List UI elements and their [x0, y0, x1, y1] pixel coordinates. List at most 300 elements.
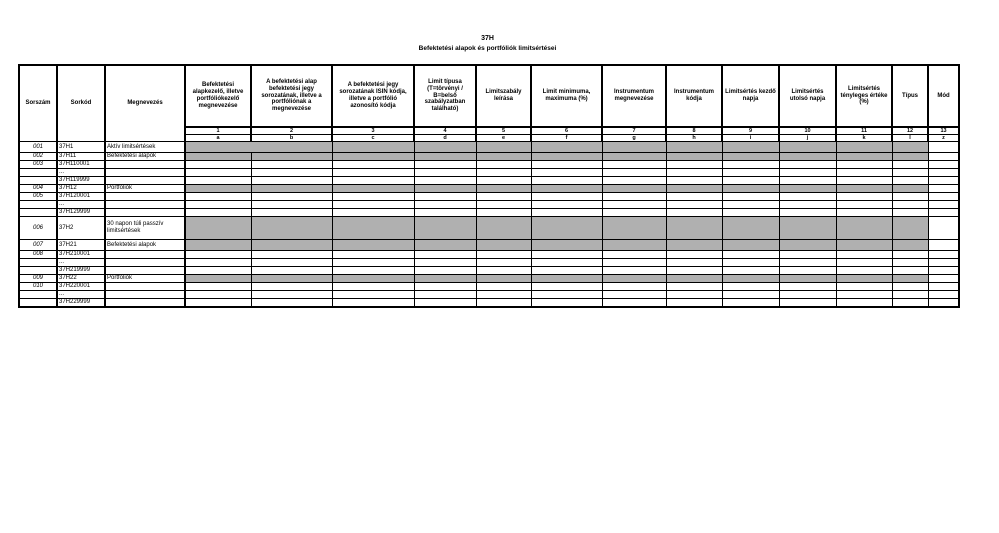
data-cell[interactable]: [928, 217, 959, 240]
data-cell[interactable]: [476, 177, 531, 185]
data-cell[interactable]: [928, 259, 959, 267]
data-cell: [476, 240, 531, 251]
data-cell[interactable]: [414, 259, 476, 267]
data-cell: [332, 240, 414, 251]
data-cell[interactable]: [892, 251, 928, 259]
table-row: [19, 177, 959, 185]
data-cell[interactable]: [414, 193, 476, 201]
data-cell[interactable]: [602, 193, 666, 201]
data-cell[interactable]: [602, 267, 666, 275]
data-cell[interactable]: [251, 259, 332, 267]
column-letter: j: [779, 135, 836, 142]
column-letter: h: [666, 135, 722, 142]
data-cell[interactable]: [836, 251, 892, 259]
data-cell[interactable]: [722, 283, 779, 291]
data-cell[interactable]: [476, 251, 531, 259]
data-cell[interactable]: [892, 201, 928, 209]
data-cell: [666, 153, 722, 161]
data-cell[interactable]: [251, 193, 332, 201]
data-cell: [185, 275, 251, 283]
data-cell[interactable]: [414, 201, 476, 209]
row-name: [105, 161, 185, 169]
data-cell[interactable]: [928, 185, 959, 193]
column-header: A befektetési alap befektetési jegy sorozatának, illetve a portfóliónak a megnevezése: [251, 65, 332, 127]
data-cell: [185, 142, 332, 153]
data-cell[interactable]: [928, 291, 959, 299]
row-number: [19, 209, 57, 217]
data-cell[interactable]: [414, 169, 476, 177]
data-cell[interactable]: [414, 299, 476, 308]
data-cell: [414, 185, 476, 193]
data-cell[interactable]: [892, 169, 928, 177]
column-letter: l: [892, 135, 928, 142]
data-cell[interactable]: [928, 240, 959, 251]
column-number: 13: [928, 127, 959, 135]
data-cell[interactable]: [332, 161, 414, 169]
data-cell[interactable]: [779, 161, 836, 169]
data-cell[interactable]: [779, 169, 836, 177]
row-name: 30 napon túli passzív limitsértések: [105, 217, 185, 240]
data-cell[interactable]: [722, 291, 779, 299]
column-header: Megnevezés: [105, 65, 185, 142]
data-cell: [666, 240, 722, 251]
column-letter: k: [836, 135, 892, 142]
data-cell[interactable]: [185, 193, 251, 201]
row-number: 004: [19, 185, 57, 193]
data-cell: [666, 217, 722, 240]
row-code: ...: [57, 259, 105, 267]
data-cell[interactable]: [722, 201, 779, 209]
row-code: 37H129999: [57, 209, 105, 217]
data-cell: [779, 240, 836, 251]
report-code: 37H: [481, 35, 494, 42]
limit-violations-table: [18, 64, 960, 308]
data-cell: [836, 153, 892, 161]
data-cell[interactable]: [779, 201, 836, 209]
data-cell[interactable]: [666, 267, 722, 275]
data-cell: [476, 142, 531, 153]
row-name: [105, 169, 185, 177]
row-name: Befektetési alapok: [105, 153, 185, 161]
data-cell[interactable]: [666, 259, 722, 267]
data-cell[interactable]: [531, 267, 602, 275]
row-code: 37H219999: [57, 267, 105, 275]
data-cell[interactable]: [722, 267, 779, 275]
column-number: 12: [892, 127, 928, 135]
data-cell[interactable]: [531, 259, 602, 267]
data-cell: [892, 142, 928, 153]
data-cell[interactable]: [251, 267, 332, 275]
data-cell[interactable]: [185, 209, 251, 217]
table-row: [19, 185, 959, 193]
data-cell[interactable]: [779, 291, 836, 299]
data-cell[interactable]: [602, 201, 666, 209]
data-cell[interactable]: [185, 177, 251, 185]
row-code: 37H12: [57, 185, 105, 193]
column-header: Instrumentum megnevezése: [602, 65, 666, 127]
data-cell[interactable]: [531, 251, 602, 259]
data-cell[interactable]: [928, 193, 959, 201]
data-cell: [722, 240, 779, 251]
column-letter: a: [185, 135, 251, 142]
data-cell[interactable]: [836, 299, 892, 308]
column-number: 6: [531, 127, 602, 135]
column-letter: e: [476, 135, 531, 142]
row-number: [19, 201, 57, 209]
column-header: A befektetési jegy sorozatának ISIN kódja, illetve a portfólió azonosító kódja: [332, 65, 414, 127]
data-cell[interactable]: [892, 193, 928, 201]
row-code: 37H210001: [57, 251, 105, 259]
data-cell[interactable]: [722, 193, 779, 201]
data-cell: [602, 217, 666, 240]
table-row: [19, 267, 959, 275]
data-cell[interactable]: [476, 267, 531, 275]
data-cell[interactable]: [602, 299, 666, 308]
data-cell[interactable]: [836, 193, 892, 201]
data-cell[interactable]: [531, 161, 602, 169]
data-cell: [531, 142, 602, 153]
data-cell[interactable]: [332, 283, 414, 291]
data-cell: [836, 275, 892, 283]
data-cell[interactable]: [332, 193, 414, 201]
data-cell[interactable]: [928, 275, 959, 283]
row-number: 008: [19, 251, 57, 259]
data-cell[interactable]: [722, 251, 779, 259]
table-row: [19, 209, 959, 217]
data-cell: [251, 275, 332, 283]
data-cell[interactable]: [602, 161, 666, 169]
row-name: Portfóliók: [105, 275, 185, 283]
table-row: [19, 153, 959, 161]
data-cell: [779, 275, 836, 283]
table-row: [19, 291, 959, 299]
row-code: 37H220001: [57, 283, 105, 291]
row-number: [19, 177, 57, 185]
data-cell: [892, 275, 928, 283]
data-cell[interactable]: [332, 209, 414, 217]
row-number: [19, 169, 57, 177]
row-code: 37H110001: [57, 161, 105, 169]
data-cell: [414, 153, 476, 161]
data-cell[interactable]: [414, 267, 476, 275]
data-cell[interactable]: [414, 283, 476, 291]
row-code: ...: [57, 201, 105, 209]
row-name: [105, 267, 185, 275]
data-cell: [892, 217, 928, 240]
data-cell[interactable]: [185, 161, 251, 169]
row-number: 009: [19, 275, 57, 283]
data-cell[interactable]: [531, 209, 602, 217]
data-cell[interactable]: [666, 201, 722, 209]
row-code: 37H1: [57, 142, 105, 153]
data-cell: [531, 275, 602, 283]
data-cell[interactable]: [602, 251, 666, 259]
data-cell[interactable]: [414, 161, 476, 169]
data-cell[interactable]: [779, 251, 836, 259]
data-cell[interactable]: [836, 259, 892, 267]
data-cell[interactable]: [836, 169, 892, 177]
data-cell[interactable]: [185, 259, 251, 267]
row-code: ...: [57, 169, 105, 177]
data-cell[interactable]: [251, 209, 332, 217]
data-cell[interactable]: [722, 177, 779, 185]
data-cell[interactable]: [185, 267, 251, 275]
data-cell[interactable]: [779, 177, 836, 185]
data-cell: [414, 142, 476, 153]
data-cell[interactable]: [414, 291, 476, 299]
data-cell[interactable]: [928, 267, 959, 275]
column-number: 4: [414, 127, 476, 135]
data-cell[interactable]: [836, 291, 892, 299]
data-cell[interactable]: [666, 193, 722, 201]
row-name: [105, 283, 185, 291]
data-cell[interactable]: [779, 267, 836, 275]
data-cell[interactable]: [185, 169, 251, 177]
row-number: 010: [19, 283, 57, 291]
data-cell[interactable]: [928, 209, 959, 217]
data-cell[interactable]: [928, 161, 959, 169]
data-cell[interactable]: [779, 193, 836, 201]
data-cell: [332, 275, 414, 283]
data-cell[interactable]: [928, 153, 959, 161]
data-cell: [722, 153, 779, 161]
data-cell[interactable]: [892, 283, 928, 291]
data-cell: [892, 240, 928, 251]
column-number: 8: [666, 127, 722, 135]
data-cell[interactable]: [892, 209, 928, 217]
column-header: Limitsértés kezdő napja: [722, 65, 779, 127]
data-cell[interactable]: [892, 161, 928, 169]
data-cell[interactable]: [332, 259, 414, 267]
data-cell: [602, 275, 666, 283]
data-cell[interactable]: [836, 201, 892, 209]
data-cell: [779, 217, 836, 240]
data-cell[interactable]: [779, 299, 836, 308]
row-name: Aktív limitsértések: [105, 142, 185, 153]
data-cell[interactable]: [928, 142, 959, 153]
data-cell[interactable]: [185, 251, 251, 259]
data-cell[interactable]: [476, 193, 531, 201]
column-number: 3: [332, 127, 414, 135]
table-row: [19, 169, 959, 177]
data-cell[interactable]: [722, 299, 779, 308]
data-cell: [332, 153, 414, 161]
data-cell[interactable]: [666, 251, 722, 259]
data-cell: [414, 240, 476, 251]
table-row: [19, 201, 959, 209]
data-cell[interactable]: [602, 177, 666, 185]
data-cell: [666, 275, 722, 283]
data-cell[interactable]: [892, 299, 928, 308]
data-cell[interactable]: [836, 161, 892, 169]
data-cell[interactable]: [892, 177, 928, 185]
table-row: [19, 193, 959, 201]
column-header: Instrumentum kódja: [666, 65, 722, 127]
column-letter: z: [928, 135, 959, 142]
data-cell[interactable]: [722, 161, 779, 169]
data-cell[interactable]: [928, 177, 959, 185]
data-cell[interactable]: [476, 291, 531, 299]
data-cell[interactable]: [928, 251, 959, 259]
data-cell[interactable]: [892, 259, 928, 267]
table-row: [19, 259, 959, 267]
data-cell[interactable]: [602, 259, 666, 267]
row-name: [105, 291, 185, 299]
data-cell: [779, 142, 836, 153]
data-cell: [476, 153, 531, 161]
data-cell[interactable]: [476, 201, 531, 209]
data-cell[interactable]: [414, 251, 476, 259]
data-cell: [332, 142, 414, 153]
data-cell[interactable]: [836, 283, 892, 291]
row-code: 37H22: [57, 275, 105, 283]
data-cell[interactable]: [779, 259, 836, 267]
data-cell[interactable]: [666, 291, 722, 299]
data-cell[interactable]: [251, 299, 332, 308]
data-cell[interactable]: [666, 299, 722, 308]
row-number: [19, 259, 57, 267]
row-name: [105, 299, 185, 308]
data-cell: [531, 153, 602, 161]
data-cell[interactable]: [185, 299, 251, 308]
column-number: 9: [722, 127, 779, 135]
data-cell[interactable]: [836, 177, 892, 185]
row-name: [105, 193, 185, 201]
data-cell[interactable]: [251, 201, 332, 209]
table-row: [19, 161, 959, 169]
data-cell: [251, 240, 332, 251]
data-cell[interactable]: [531, 291, 602, 299]
table-row: [19, 283, 959, 291]
data-cell[interactable]: [251, 283, 332, 291]
data-cell[interactable]: [892, 291, 928, 299]
data-cell[interactable]: [722, 259, 779, 267]
data-cell[interactable]: [414, 177, 476, 185]
data-cell[interactable]: [779, 283, 836, 291]
data-cell: [251, 217, 332, 240]
row-code: 37H11: [57, 153, 105, 161]
data-cell[interactable]: [332, 291, 414, 299]
data-cell: [414, 217, 476, 240]
data-cell[interactable]: [928, 201, 959, 209]
table-row: [19, 299, 959, 308]
row-number: 003: [19, 161, 57, 169]
data-cell[interactable]: [602, 283, 666, 291]
data-cell[interactable]: [928, 169, 959, 177]
data-cell[interactable]: [836, 209, 892, 217]
data-cell[interactable]: [722, 209, 779, 217]
data-cell: [892, 185, 928, 193]
column-number: 5: [476, 127, 531, 135]
data-cell[interactable]: [251, 161, 332, 169]
table-row: [19, 275, 959, 283]
data-cell[interactable]: [476, 209, 531, 217]
data-cell: [185, 240, 251, 251]
data-cell[interactable]: [476, 283, 531, 291]
column-header: Limitsértés tényleges értéke (%): [836, 65, 892, 127]
data-cell[interactable]: [666, 169, 722, 177]
row-number: 006: [19, 217, 57, 240]
data-cell[interactable]: [928, 283, 959, 291]
data-cell: [836, 217, 892, 240]
data-cell[interactable]: [666, 283, 722, 291]
column-header: Limit típusa (T=törvényi / B=belső szabályzatban található): [414, 65, 476, 127]
data-cell[interactable]: [414, 209, 476, 217]
data-cell[interactable]: [602, 209, 666, 217]
row-name: [105, 209, 185, 217]
data-cell: [666, 185, 722, 193]
data-cell[interactable]: [531, 299, 602, 308]
data-cell[interactable]: [332, 169, 414, 177]
data-cell[interactable]: [928, 299, 959, 308]
data-cell[interactable]: [666, 177, 722, 185]
data-cell[interactable]: [251, 291, 332, 299]
data-cell[interactable]: [836, 267, 892, 275]
data-cell[interactable]: [602, 169, 666, 177]
data-cell[interactable]: [332, 201, 414, 209]
data-cell[interactable]: [476, 259, 531, 267]
data-cell[interactable]: [531, 177, 602, 185]
data-cell[interactable]: [332, 299, 414, 308]
data-cell[interactable]: [531, 283, 602, 291]
data-cell: [779, 185, 836, 193]
data-cell[interactable]: [722, 169, 779, 177]
data-cell[interactable]: [892, 267, 928, 275]
data-cell[interactable]: [779, 209, 836, 217]
data-cell[interactable]: [531, 201, 602, 209]
data-cell[interactable]: [476, 161, 531, 169]
data-cell[interactable]: [251, 169, 332, 177]
column-number: 10: [779, 127, 836, 135]
data-cell: [531, 185, 602, 193]
column-letter: f: [531, 135, 602, 142]
data-cell[interactable]: [185, 291, 251, 299]
data-cell[interactable]: [332, 267, 414, 275]
data-cell[interactable]: [185, 283, 251, 291]
data-cell: [414, 275, 476, 283]
data-cell[interactable]: [666, 209, 722, 217]
table-row: [19, 240, 959, 251]
data-cell: [531, 240, 602, 251]
table-row: [19, 142, 959, 153]
row-name: [105, 251, 185, 259]
data-cell: [666, 142, 722, 153]
data-cell[interactable]: [476, 299, 531, 308]
column-number: 1: [185, 127, 251, 135]
data-cell[interactable]: [476, 169, 531, 177]
data-cell: [531, 217, 602, 240]
row-number: [19, 267, 57, 275]
data-cell[interactable]: [531, 193, 602, 201]
row-name: Portfóliók: [105, 185, 185, 193]
table-row: [19, 251, 959, 259]
row-number: 007: [19, 240, 57, 251]
data-cell[interactable]: [251, 177, 332, 185]
data-cell[interactable]: [251, 251, 332, 259]
row-number: 005: [19, 193, 57, 201]
data-cell[interactable]: [332, 251, 414, 259]
data-cell: [476, 275, 531, 283]
data-cell[interactable]: [332, 177, 414, 185]
data-cell[interactable]: [602, 291, 666, 299]
data-cell: [476, 217, 531, 240]
data-cell[interactable]: [666, 161, 722, 169]
row-code: ...: [57, 291, 105, 299]
column-letter: c: [332, 135, 414, 142]
data-cell[interactable]: [531, 169, 602, 177]
data-cell: [602, 142, 666, 153]
data-cell[interactable]: [185, 201, 251, 209]
